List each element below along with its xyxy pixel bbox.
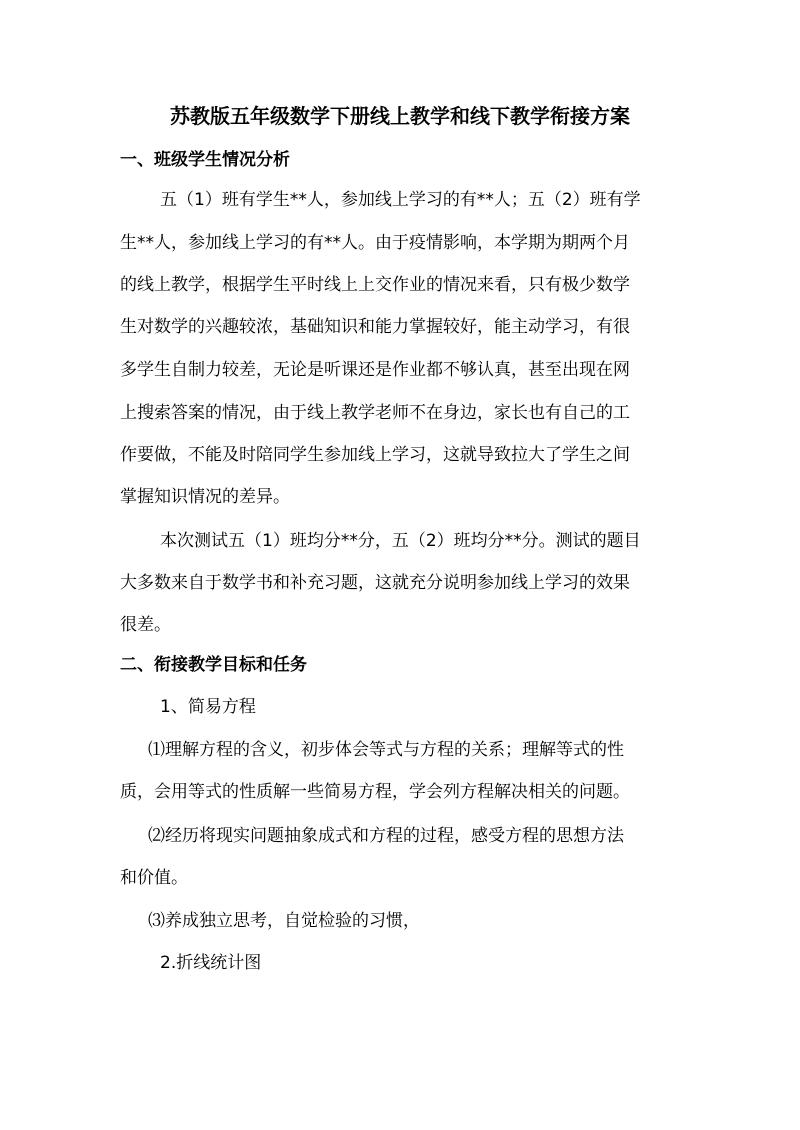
list-item-line: ⑵经历将现实问题抽象成式和方程的过程，感受方程的思想方法	[148, 826, 624, 846]
list-item-line: 和价值。	[120, 868, 188, 888]
paragraph-line: 五（1）班有学生**人，参加线上学习的有**人；五（2）班有学	[160, 190, 641, 210]
paragraph-line: 掌握知识情况的差异。	[120, 487, 290, 507]
list-item-line: ⑶养成独立思考，自觉检验的习惯，	[148, 911, 420, 931]
paragraph-line: 多学生自制力较差，无论是听课还是作业都不够认真，甚至出现在网	[120, 360, 630, 380]
paragraph-line: 作要做，不能及时陪同学生参加线上学习，这就导致拉大了学生之间	[120, 445, 630, 465]
paragraph-line: 上搜索答案的情况，由于线上教学老师不在身边，家长也有自己的工	[120, 403, 630, 423]
list-item-line: 质，会用等式的性质解一些简易方程，学会列方程解决相关的问题。	[120, 782, 630, 802]
paragraph-line: 生**人，参加线上学习的有**人。由于疫情影响，本学期为期两个月	[120, 233, 630, 253]
paragraph-line: 的线上教学，根据学生平时线上上交作业的情况来看，只有极少数学	[120, 275, 630, 295]
section-heading-situation: 一、班级学生情况分析	[120, 150, 290, 170]
section-heading-goals: 二、衔接教学目标和任务	[120, 655, 307, 675]
document-title: 苏教版五年级数学下册线上教学和线下教学衔接方案	[170, 104, 630, 128]
paragraph-line: 很差。	[120, 615, 171, 635]
subheading-equations: 1、简易方程	[160, 697, 256, 717]
paragraph-line: 大多数来自于数学书和补充习题，这就充分说明参加线上学习的效果	[120, 573, 630, 593]
paragraph-line: 本次测试五（1）班均分**分，五（2）班均分**分。测试的题目	[160, 531, 641, 551]
list-item-line: ⑴理解方程的含义，初步体会等式与方程的关系；理解等式的性	[148, 740, 624, 760]
paragraph-line: 生对数学的兴趣较浓，基础知识和能力掌握较好，能主动学习，有很	[120, 317, 630, 337]
subheading-line-chart: 2.折线统计图	[160, 953, 262, 973]
